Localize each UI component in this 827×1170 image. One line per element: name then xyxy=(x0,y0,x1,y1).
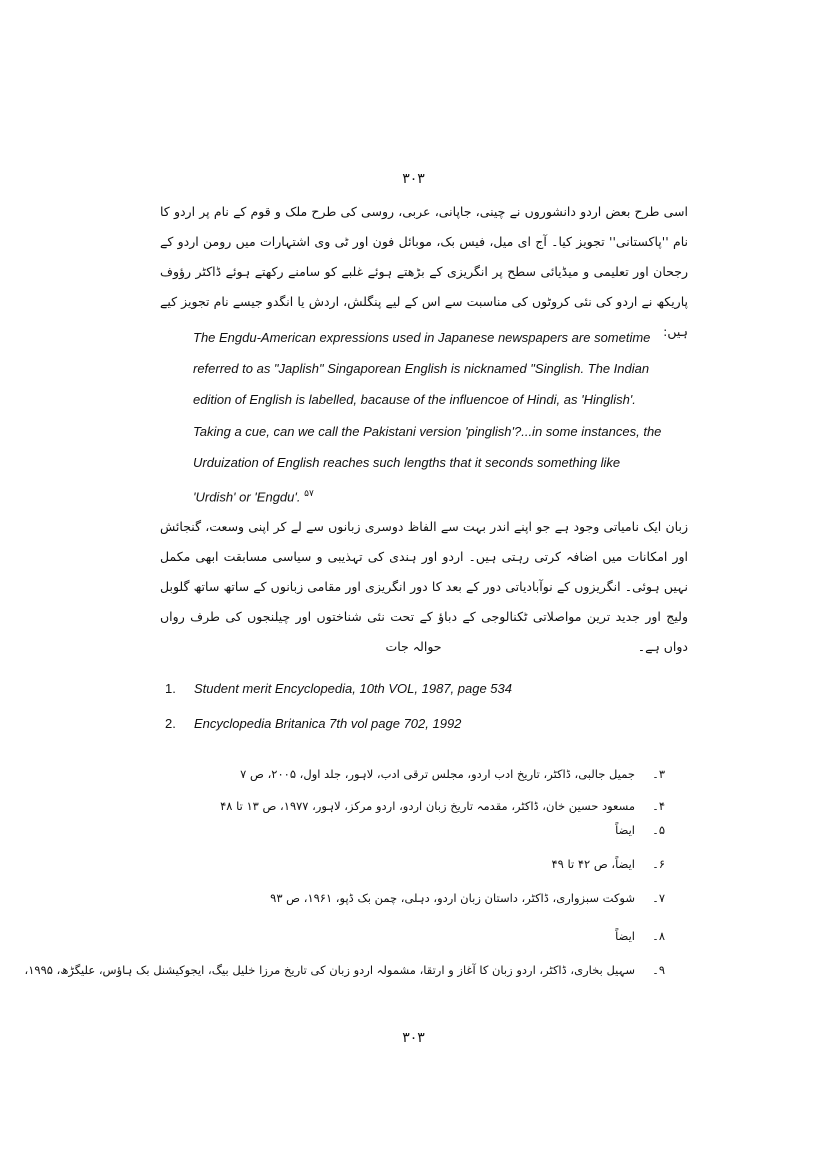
reference-item xyxy=(145,767,665,781)
reference-text: Student merit Encyclopedia, 10th VOL, 1987, page 534 xyxy=(194,681,512,696)
reference-number: ۹۔ xyxy=(652,963,665,977)
reference-number: ۳۔ xyxy=(652,767,665,781)
reference-item xyxy=(145,799,665,813)
reference-text: مسعود حسین خان، ڈاکٹر، مقدمہ تاریخ زبان اردو، اردو مرکز، لاہور، ۱۹۷۷، ص ۱۳ تا ۴۸ xyxy=(220,799,635,813)
reference-item xyxy=(24,963,665,977)
paragraph-1-text: اسی طرح بعض اردو دانشوروں نے چینی، جاپانی، عربی، روسی کی طرح ملک و قوم کے نام پر اردو کا نام ''پاکستانی'' تجویز کیا۔ آج ای میل، فیس بک، موبائل فون اور ٹی وی اشتہارات میں رومن اردو کے رجحان اور تعلیمی و میڈیائی سطح پر انگریزی کے بڑھتے ہوئے غلبے کو سامنے رکھتے ہوئے ڈاکٹر رؤوف پاریکھ نے اردو کی نئی کروٹوں کی مناسبت سے اس کے لیے پنگلش، اردش یا انگدو جیسے نام تجویز کیے ہیں: xyxy=(160,204,688,339)
reference-number: 1. xyxy=(165,681,176,696)
quote-footnote-marker: ۵۷ xyxy=(304,488,314,499)
reference-text: سہیل بخاری، ڈاکٹر، اردو زبان کا آغاز و ارتقا، مشمولہ اردو زبان کی تاریخ مرزا خلیل بیگ، ایجوکیشنل بک ہاؤس، علیگڑھ، ۱۹۹۵، xyxy=(24,963,635,977)
reference-text: جمیل جالبی، ڈاکٹر، تاریخ ادب اردو، مجلس ترقی ادب، لاہور، جلد اول، ۲۰۰۵، ص ۷ xyxy=(240,767,635,781)
reference-text: Encyclopedia Britanica 7th vol page 702, 1992 xyxy=(194,716,462,731)
english-block-quote xyxy=(193,322,663,513)
reference-number: ۴۔ xyxy=(652,799,665,813)
reference-number: 2. xyxy=(165,716,176,731)
reference-number: ۷۔ xyxy=(652,891,665,905)
reference-item xyxy=(145,857,665,871)
reference-number: ۸۔ xyxy=(652,929,665,943)
references-heading: حوالہ جات xyxy=(385,639,442,654)
reference-text: ایضاً، ص ۴۲ تا ۴۹ xyxy=(551,857,635,871)
page-number-top: ۳۰۳ xyxy=(402,171,425,187)
page-number-bottom: ۳۰۳ xyxy=(402,1030,425,1046)
paragraph-2-text: زبان ایک نامیاتی وجود ہے جو اپنے اندر بہت سے الفاظ دوسری زبانوں سے لے کر اپنی وسعت، گنجائش اور امکانات میں اضافہ کرتی رہتی ہیں۔ اردو اور ہندی کی تہذیبی و سیاسی مسابقت ابھی مکمل نہیں ہوئی۔ انگریزوں کے نوآبادیاتی دور کے بعد کا دور انگریزی اور مقامی زبانوں کے ساتھ ساتھ گلوبل ولیج اور جدید ترین مواصلاتی ٹکنالوجی کے دباؤ کے تحت نئی شناختوں اور چیلنجوں کی طرف رواں دواں ہے۔ xyxy=(160,519,688,654)
reference-item xyxy=(145,929,665,943)
reference-text: ایضاً xyxy=(615,929,635,943)
reference-number: ۵۔ xyxy=(652,823,665,837)
reference-number: ۶۔ xyxy=(652,857,665,871)
reference-item xyxy=(145,891,665,905)
quote-text: The Engdu-American expressions used in Japanese newspapers are sometime referred to as "Japlish" Singaporean English is nicknamed "Singlish. The Indian edition of English is labelled, bacause of the influencoe of Hindi, as 'Hinglish'. Taking a cue, can we call the Pakistani version 'pinglish'?...in some instances, the Urduization of English reaches such lengths that it seconds something like 'Urdish' or 'Engdu'. xyxy=(193,330,662,505)
reference-text: شوکت سبزواری، ڈاکٹر، داستان زبان اردو، دہلی، چمن بک ڈپو، ۱۹۶۱، ص ۹۳ xyxy=(270,891,635,905)
reference-text: ایضاً xyxy=(615,823,635,837)
reference-item xyxy=(145,823,665,837)
